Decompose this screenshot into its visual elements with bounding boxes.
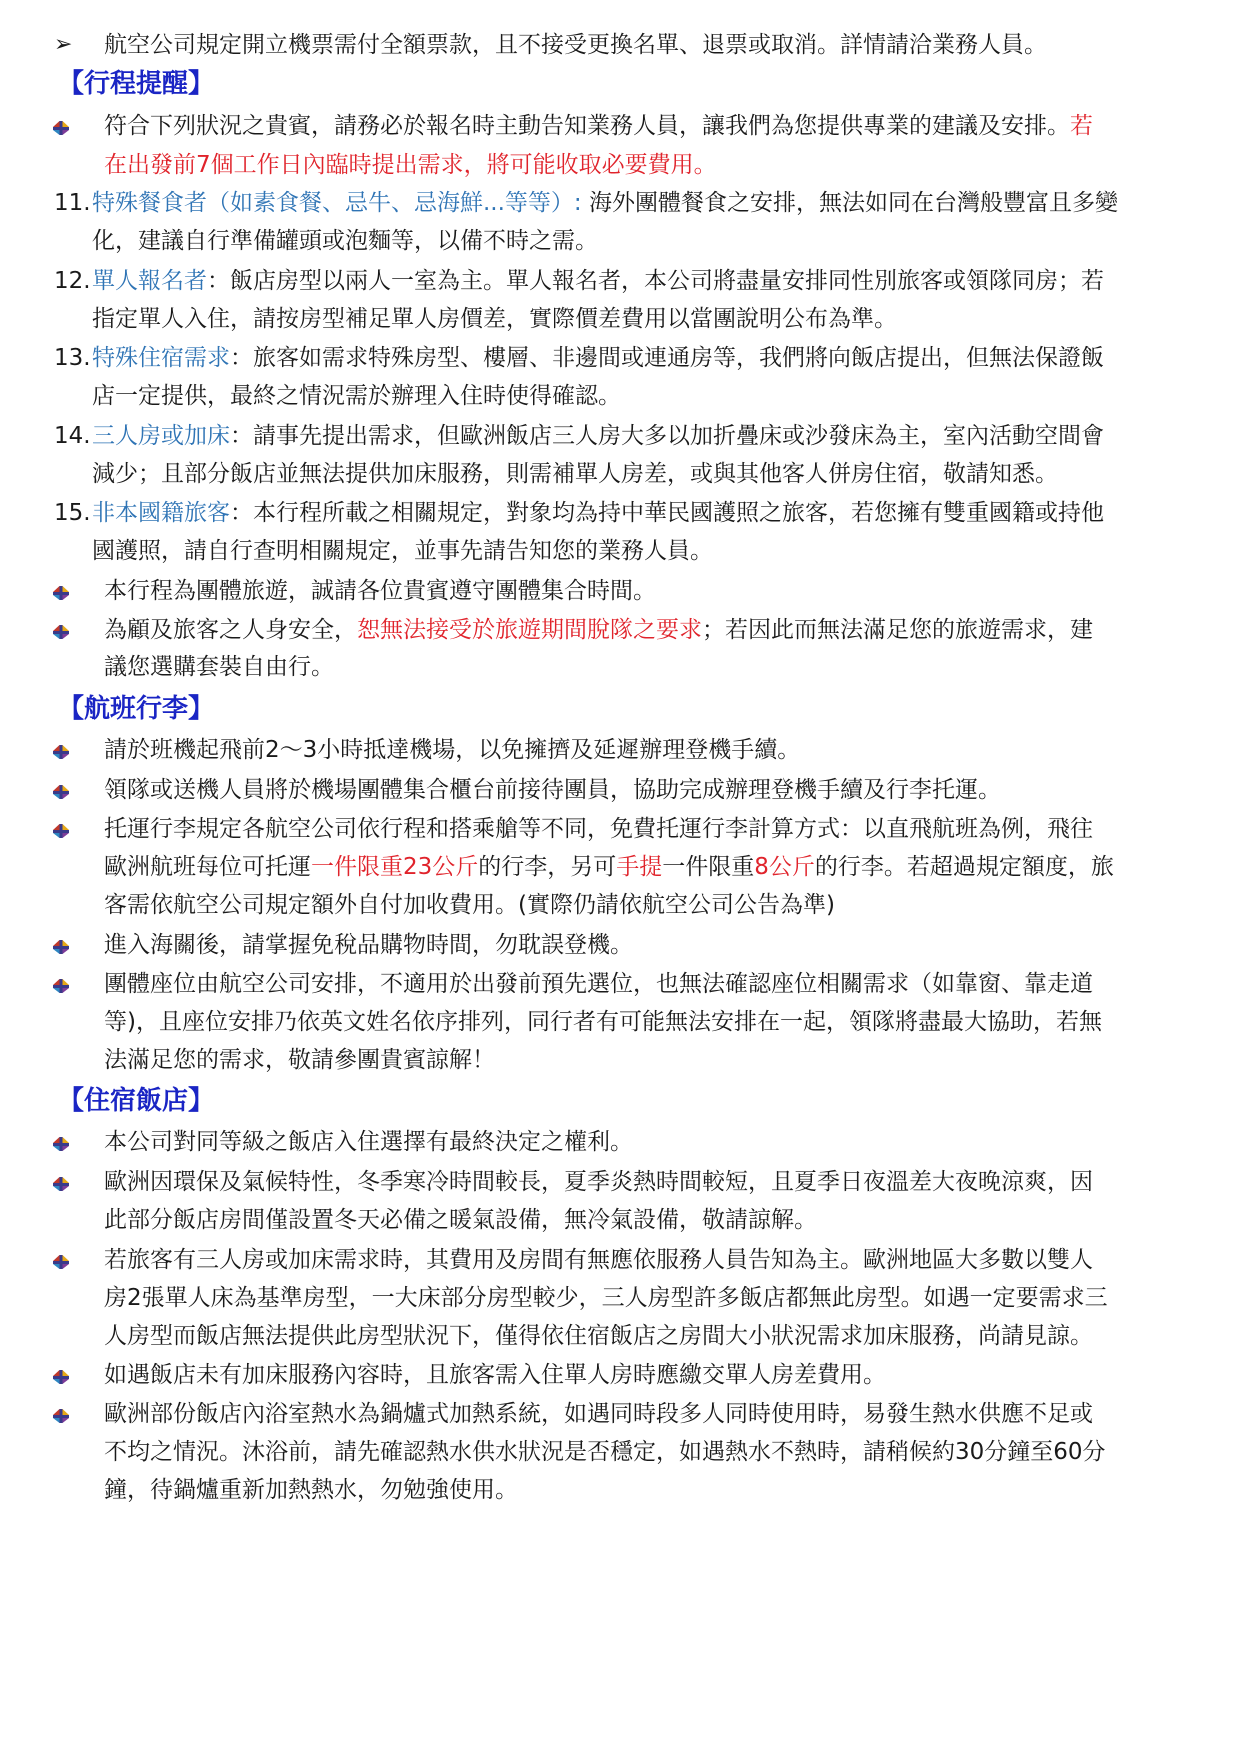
bullet-icon: [52, 1407, 70, 1425]
bullet-icon: [52, 783, 70, 801]
item-text: ：飯店房型以兩人一室為主。單人報名者，本公司將盡量安排同性別旅客或領隊同房；若: [207, 268, 1104, 294]
bullet-text: 此部分飯店房間僅設置冬天必備之暖氣設備，無冷氣設備，敬請諒解。: [104, 1207, 817, 1233]
bullet-icon: [52, 1135, 70, 1153]
item-number: 11.: [54, 190, 91, 216]
bullet-text: 不均之情況。沐浴前，請先確認熱水供水狀況是否穩定，如遇熱水不熱時，請稍候約30分鐘至60分: [104, 1439, 1106, 1465]
bullet-text: 的行李，另可: [478, 854, 617, 880]
intro-text: 航空公司規定開立機票需付全額票款，且不接受更換名單、退票或取消。詳情請洽業務人員。: [104, 32, 1047, 58]
item-text: ：請事先提出需求，但歐洲飯店三人房大多以加折疊床或沙發床為主，室內活動空間會: [230, 423, 1104, 449]
bullet-text: 一件限重: [662, 854, 755, 880]
bullet-icon: [52, 1253, 70, 1271]
bullet-icon: [52, 584, 70, 602]
item-text: ：本行程所載之相關規定，對象均為持中華民國護照之旅客，若您擁有雙重國籍或持他: [230, 500, 1104, 526]
bullet-warning: 恕無法接受於旅遊期間脫隊之要求: [357, 617, 702, 643]
bullet-text: 房2張單人床為基準房型，一大床部分房型較少，三人房型許多飯店都無此房型。如遇一定要需求三: [104, 1285, 1108, 1311]
bullet-text: 法滿足您的需求，敬請參團貴賓諒解！: [104, 1047, 495, 1073]
bullet-text: 本公司對同等級之飯店入住選擇有最終決定之權利。: [104, 1129, 633, 1155]
bullet-text: 客需依航空公司規定額外自付加收費用。(實際仍請依航空公司公告為準): [104, 892, 835, 918]
bullet-text: 如遇飯店未有加床服務內容時，且旅客需入住單人房時應繳交單人房差費用。: [104, 1362, 886, 1388]
item-text: 國護照，請自行查明相關規定，並事先請告知您的業務人員。: [92, 538, 713, 564]
bullet-text: 團體座位由航空公司安排，不適用於出發前預先選位，也無法確認座位相關需求（如靠窗、靠走道: [104, 971, 1093, 997]
item-label: 特殊住宿需求: [92, 345, 230, 371]
notice-warning: 若: [1070, 113, 1093, 139]
item-label: 三人房或加床: [92, 423, 230, 449]
bullet-icon: [52, 822, 70, 840]
bullet-text: 等)，且座位安排乃依英文姓名依序排列，同行者有可能無法安排在一起，領隊將盡最大協助，若無: [104, 1009, 1102, 1035]
bullet-text: 請於班機起飛前2～3小時抵達機場，以免擁擠及延遲辦理登機手續。: [104, 737, 801, 763]
item-label: 特殊餐食者（如素食餐、忌牛、忌海鮮...等等）:: [92, 190, 582, 216]
bullet-icon: [52, 623, 70, 641]
bullet-text: 歐洲航班每位可托運: [104, 854, 311, 880]
arrow-bullet-icon: ➢: [54, 32, 73, 57]
bullet-text: 歐洲部份飯店內浴室熱水為鍋爐式加熱系統，如遇同時段多人同時使用時，易發生熱水供應不足或: [104, 1401, 1093, 1427]
bullet-text: 為顧及旅客之人身安全，: [104, 617, 357, 643]
bullet-text: 議您選購套裝自由行。: [104, 654, 334, 680]
baggage-limit-checked: 一件限重23公斤: [311, 854, 479, 880]
bullet-icon: [52, 1368, 70, 1386]
item-number: 14.: [54, 423, 91, 449]
baggage-limit-carry-on: 8公斤: [754, 854, 815, 880]
section-heading-flight-baggage: 【航班行李】: [58, 694, 215, 724]
bullet-text: 若旅客有三人房或加床需求時，其費用及房間有無應依服務人員告知為主。歐洲地區大多數以雙人: [104, 1247, 1093, 1273]
baggage-carry-on: 手提: [616, 854, 663, 880]
item-number: 15.: [54, 500, 91, 526]
section-heading-hotel: 【住宿飯店】: [58, 1086, 215, 1116]
item-text: ：旅客如需求特殊房型、樓層、非邊間或連通房等，我們將向飯店提出，但無法保證飯: [230, 345, 1104, 371]
bullet-text: 鐘，待鍋爐重新加熱熱水，勿勉強使用。: [104, 1477, 518, 1503]
item-text: 化，建議自行準備罐頭或泡麵等，以備不時之需。: [92, 228, 598, 254]
bullet-text: 的行李。若超過規定額度，旅: [814, 854, 1114, 880]
item-text: 海外團體餐食之安排，無法如同在台灣般豐富且多變: [581, 190, 1118, 216]
bullet-text: 本行程為團體旅遊，誠請各位貴賓遵守團體集合時間。: [104, 578, 656, 604]
item-label: 單人報名者: [92, 268, 207, 294]
bullet-icon: [52, 1175, 70, 1193]
bullet-text: 進入海關後，請掌握免稅品購物時間，勿耽誤登機。: [104, 932, 633, 958]
item-number: 13.: [54, 345, 91, 371]
section-heading-itinerary: 【行程提醒】: [58, 69, 215, 99]
bullet-icon: [52, 743, 70, 761]
bullet-text: 托運行李規定各航空公司依行程和搭乘艙等不同，免費托運行李計算方式：以直飛航班為例，飛往: [104, 816, 1093, 842]
item-label: 非本國籍旅客: [92, 500, 230, 526]
bullet-text: ；若因此而無法滿足您的旅遊需求，建: [702, 617, 1093, 643]
item-number: 12.: [54, 268, 91, 294]
item-text: 減少；且部分飯店並無法提供加床服務，則需補單人房差，或與其他客人併房住宿，敬請知悉。: [92, 461, 1058, 487]
bullet-text: 歐洲因環保及氣候特性，冬季寒冷時間較長，夏季炎熱時間較短，且夏季日夜溫差大夜晚涼爽，因: [104, 1169, 1093, 1195]
bullet-icon: [52, 119, 70, 137]
item-text: 店一定提供，最終之情況需於辦理入住時使得確認。: [92, 383, 621, 409]
item-text: 指定單人入住，請按房型補足單人房價差，實際價差費用以當團說明公布為準。: [92, 306, 897, 332]
bullet-icon: [52, 938, 70, 956]
bullet-icon: [52, 977, 70, 995]
notice-warning: 在出發前7個工作日內臨時提出需求，將可能收取必要費用。: [104, 152, 717, 178]
bullet-text: 人房型而飯店無法提供此房型狀況下，僅得依住宿飯店之房間大小狀況需求加床服務，尚請見諒。: [104, 1323, 1093, 1349]
bullet-text: 領隊或送機人員將於機場團體集合櫃台前接待團員，協助完成辦理登機手續及行李托運。: [104, 777, 1001, 803]
notice-text: 符合下列狀況之貴賓，請務必於報名時主動告知業務人員，讓我們為您提供專業的建議及安排。: [104, 113, 1070, 139]
